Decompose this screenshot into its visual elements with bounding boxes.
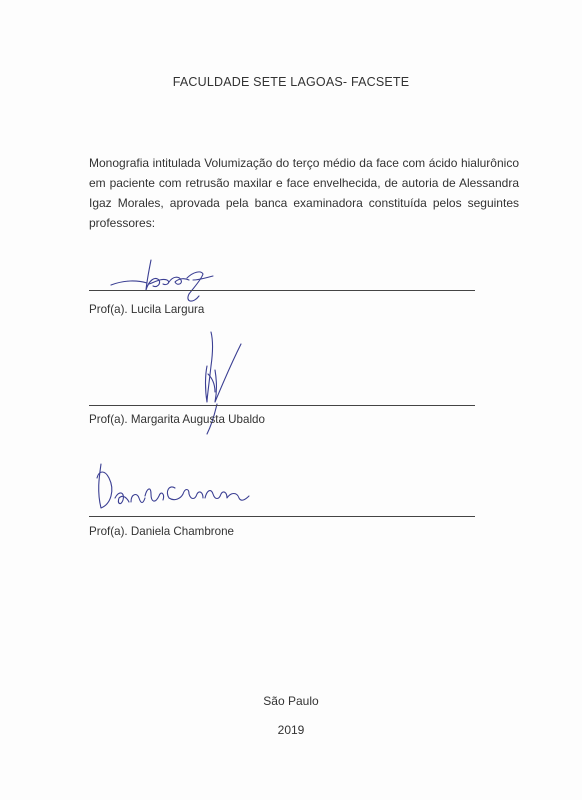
examiner-name-2: Prof(a). Margarita Augusta Ubaldo <box>89 413 265 426</box>
signature-daniela-chambrone <box>89 458 259 528</box>
examiner-block-3 <box>89 458 475 548</box>
institution-title: FACULDADE SETE LAGOAS- FACSETE <box>172 75 410 89</box>
examiner-block-1 <box>89 250 475 320</box>
year: 2019 <box>277 723 305 737</box>
signature-line-2 <box>89 405 475 406</box>
city: São Paulo <box>263 694 319 708</box>
signature-line-1 <box>89 290 475 291</box>
signature-line-3 <box>89 516 475 517</box>
examiner-name-1: Prof(a). Lucila Largura <box>89 303 205 316</box>
approval-statement: Monografia intitulada Volumização do terço médio da face com ácido hialurônico em paciente com retrusão maxilar e face envelhecida, de autoria de Alessandra Igaz Morales, aprovada pela banca examinadora constituída pelos seguintes professores: <box>89 156 519 230</box>
examiner-block-2 <box>89 330 475 440</box>
examiner-name-3: Prof(a). Daniela Chambrone <box>89 525 234 538</box>
